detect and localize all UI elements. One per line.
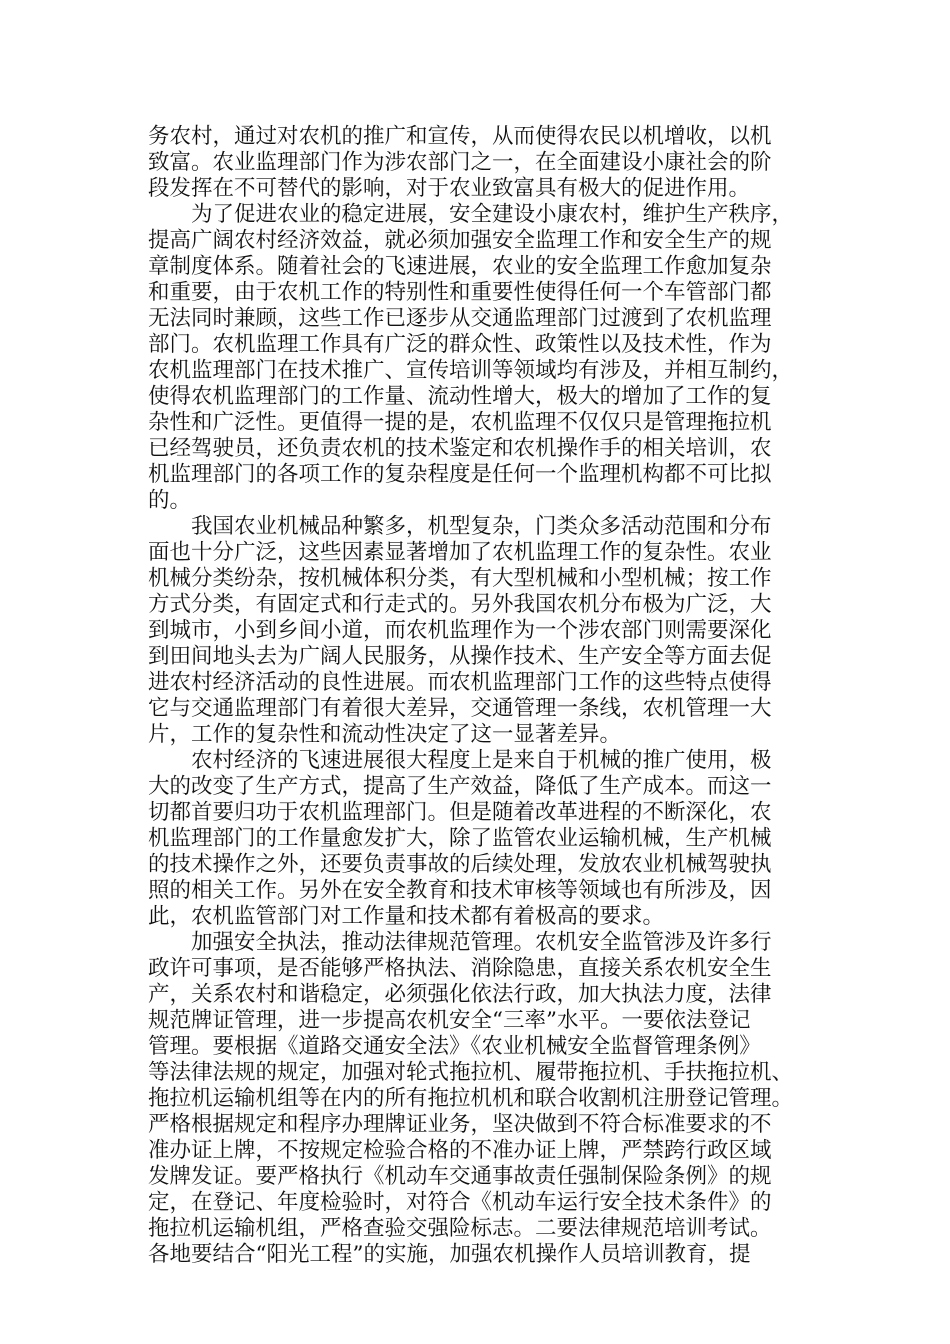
- text-line: 面也十分广泛，这些因素显著增加了农机监理工作的复杂性。农业: [148, 540, 772, 565]
- text-line: 等法律法规的规定，加强对轮式拖拉机、履带拖拉机、手扶拖拉机、: [148, 1060, 794, 1085]
- text-line: 到田间地头去为广阔人民服务，从操作技术、生产安全等方面去促: [148, 644, 772, 669]
- text-line: 准办证上牌，不按规定检验合格的不准办证上牌，严禁跨行政区域: [148, 1138, 772, 1163]
- text-line: 它与交通监理部门有着很大差异，交通管理一条线，农机管理一大: [148, 696, 772, 721]
- document-body: [148, 124, 808, 1268]
- text-line: 定，在登记、年度检验时，对符合《机动车运行安全技术条件》的: [148, 1190, 772, 1215]
- text-line: 产，关系农村和谐稳定，必须强化依法行政，加大执法力度，法律: [148, 982, 772, 1007]
- text-line: 照的相关工作。另外在安全教育和技术审核等领域也有所涉及，因: [148, 878, 772, 903]
- text-line: 和重要，由于农机工作的特别性和重要性使得任何一个车管部门都: [148, 280, 772, 305]
- text-line: 进农村经济活动的良性进展。而农机监理部门工作的这些特点使得: [148, 670, 772, 695]
- text-line: 章制度体系。随着社会的飞速进展，农业的安全监理工作愈加复杂: [148, 254, 772, 279]
- text-line: 发牌发证。要严格执行《机动车交通事故责任强制保险条例》的规: [148, 1164, 772, 1189]
- text-line: 农机监理部门在技术推广、宣传培训等领域均有涉及，并相互制约，: [148, 358, 794, 383]
- paragraph-first-line: 加强安全执法，推动法律规范管理。农机安全监管涉及许多行: [191, 930, 772, 955]
- text-line: 政许可事项，是否能够严格执法、消除隐患，直接关系农机安全生: [148, 956, 772, 981]
- text-line: 部门。农机监理工作具有广泛的群众性、政策性以及技术性，作为: [148, 332, 772, 357]
- text-line: 片，工作的复杂性和流动性决定了这一显著差异。: [148, 722, 622, 747]
- text-line: 各地要结合“阳光工程”的实施，加强农机操作人员培训教育，提: [148, 1242, 751, 1267]
- text-line: 切都首要归功于农机监理部门。但是随着改革进程的不断深化，农: [148, 800, 772, 825]
- paragraph-first-line: 农村经济的飞速进展很大程度上是来自于机械的推广使用，极: [191, 748, 772, 773]
- text-line: 的。: [148, 488, 192, 513]
- text-line: 到城市，小到乡间小道，而农机监理作为一个涉农部门则需要深化: [148, 618, 772, 643]
- text-line: 规范牌证管理，进一步提高农机安全“三率”水平。一要依法登记: [148, 1008, 751, 1033]
- text-line: 大的改变了生产方式，提高了生产效益，降低了生产成本。而这一: [148, 774, 772, 799]
- text-line: 致富。农业监理部门作为涉农部门之一，在全面建设小康社会的阶: [148, 150, 772, 175]
- text-line: 已经驾驶员，还负责农机的技术鉴定和农机操作手的相关培训，农: [148, 436, 772, 461]
- text-line: 此，农机监管部门对工作量和技术都有着极高的要求。: [148, 904, 665, 929]
- text-line: 机监理部门的各项工作的复杂程度是任何一个监理机构都不可比拟: [148, 462, 772, 487]
- text-line: 方式分类，有固定式和行走式的。另外我国农机分布极为广泛，大: [148, 592, 772, 617]
- text-line: 无法同时兼顾，这些工作已逐步从交通监理部门过渡到了农机监理: [148, 306, 772, 331]
- text-line: 拖拉机运输机组，严格查验交强险标志。二要法律规范培训考试。: [148, 1216, 772, 1241]
- text-line: 提高广阔农村经济效益，就必须加强安全监理工作和安全生产的规: [148, 228, 772, 253]
- text-line: 机监理部门的工作量愈发扩大，除了监管农业运输机械，生产机械: [148, 826, 772, 851]
- text-line: 拖拉机运输机组等在内的所有拖拉机机和联合收割机注册登记管理。: [148, 1086, 794, 1111]
- text-line: 使得农机监理部门的工作量、流动性增大，极大的增加了工作的复: [148, 384, 772, 409]
- text-line: 杂性和广泛性。更值得一提的是，农机监理不仅仅只是管理拖拉机: [148, 410, 772, 435]
- text-line: 务农村，通过对农机的推广和宣传，从而使得农民以机增收，以机: [148, 124, 772, 149]
- text-line: 严格根据规定和程序办理牌证业务，坚决做到不符合标准要求的不: [148, 1112, 772, 1137]
- text-line: 的技术操作之外，还要负责事故的后续处理，发放农业机械驾驶执: [148, 852, 772, 877]
- paragraph-first-line: 我国农业机械品种繁多，机型复杂，门类众多活动范围和分布: [191, 514, 772, 539]
- paragraph-first-line: 为了促进农业的稳定进展，安全建设小康农村，维护生产秩序，: [191, 202, 794, 227]
- text-line: 管理。要根据《道路交通安全法》《农业机械安全监督管理条例》: [148, 1034, 761, 1059]
- text-line: 机械分类纷杂，按机械体积分类，有大型机械和小型机械；按工作: [148, 566, 772, 591]
- text-line: 段发挥在不可替代的影响，对于农业致富具有极大的促进作用。: [148, 176, 751, 201]
